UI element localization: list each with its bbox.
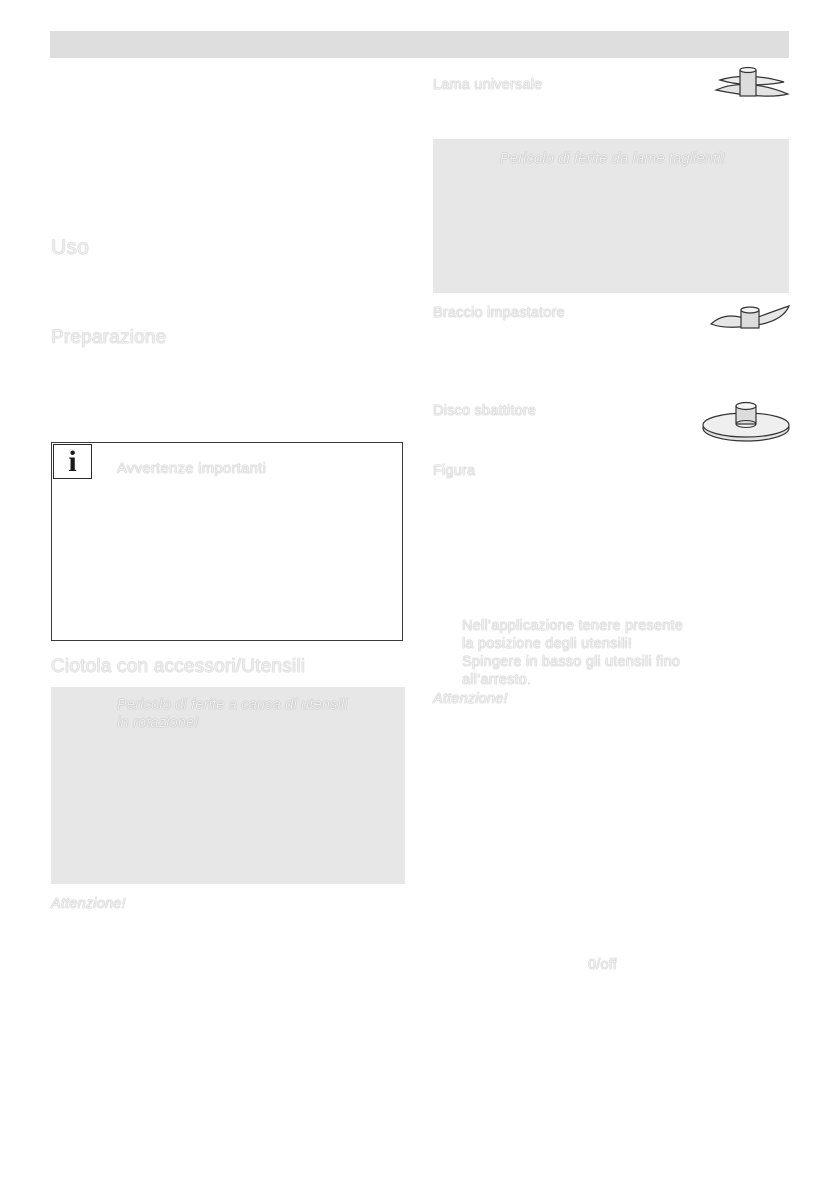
universal-blade-icon [714, 66, 790, 106]
label-braccio-impastatore: Braccio impastatore [433, 305, 565, 321]
warning-rotazione-line1: Pericolo di ferite a causa di utensili [117, 697, 348, 713]
warning-box-rotazione [51, 687, 405, 884]
info-box-title: Avvertenze importanti [117, 460, 266, 477]
warning-rotazione-line2: in rotazione! [117, 715, 199, 731]
label-lama-universale: Lama universale [433, 77, 543, 93]
label-figura: Figura [433, 463, 476, 479]
note-line1: Nell’applicazione tenere presente [462, 618, 684, 634]
heading-uso: Uso [51, 236, 89, 259]
whisking-disc-icon [701, 400, 791, 444]
note-line2: la posizione degli utensili! [462, 636, 633, 652]
note-line3: Spingere in basso gli utensili fino [462, 654, 681, 670]
info-icon: i [53, 444, 92, 479]
attenzione-right: Attenzione! [433, 691, 508, 707]
warning-lame: Pericolo di ferite da lame taglienti! [500, 151, 726, 167]
switch-label: 0/off [588, 957, 617, 973]
attenzione-left: Attenzione! [51, 896, 126, 912]
note-line4: all’arresto. [462, 672, 532, 688]
label-disco-sbattitore: Disco sbattitore [433, 403, 537, 419]
heading-preparazione: Preparazione [51, 327, 167, 348]
header-bar [50, 31, 789, 58]
heading-ciotola: Ciotola con accessori/Utensili [51, 656, 306, 677]
kneading-hook-icon [709, 302, 791, 336]
